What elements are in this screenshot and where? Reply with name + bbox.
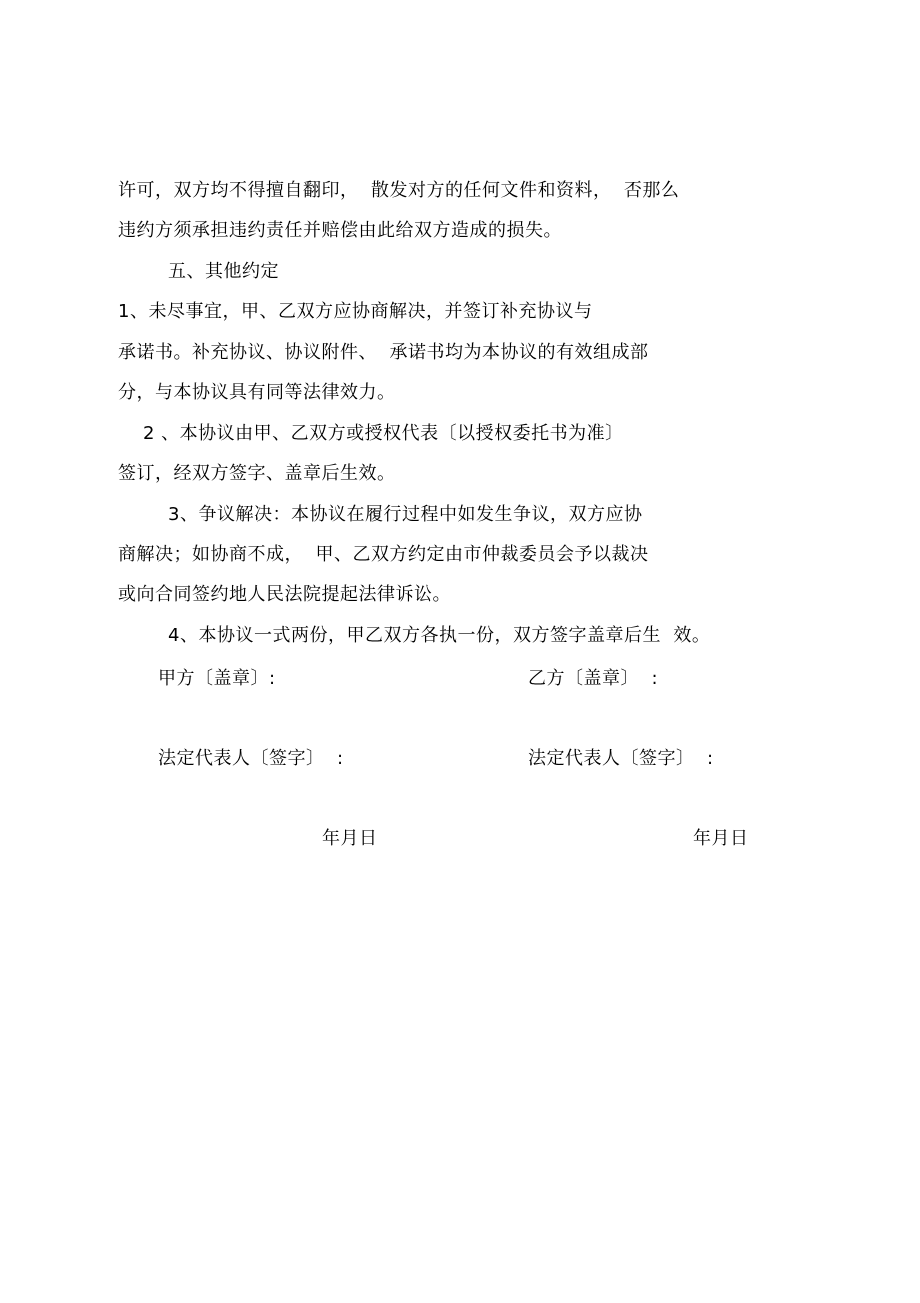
paragraph-line: 违约方须承担违约责任并赔偿由此给双方造成的损失。 xyxy=(118,220,562,241)
paragraph-line: 4、本协议一式两份，甲乙双方各执一份，双方签字盖章后生 效。 xyxy=(168,625,711,646)
party-a-date-label: 年月日 xyxy=(322,828,378,849)
party-b-date-label: 年月日 xyxy=(693,828,749,849)
paragraph-line: 商解决；如协商不成， 甲、乙双方约定由市仲裁委员会予以裁决 xyxy=(118,544,649,565)
paragraph-line: 承诺书。补充协议、协议附件、 承诺书均为本协议的有效组成部 xyxy=(118,342,649,363)
party-a-representative-label: 法定代表人〔签字〕 : xyxy=(158,748,344,769)
paragraph-line: 1、未尽事宜，甲、乙双方应协商解决，并签订补充协议与 xyxy=(118,301,593,322)
paragraph-line: 许可，双方均不得擅自翻印， 散发对方的任何文件和资料， 否那么 xyxy=(118,180,680,201)
party-b-representative-label: 法定代表人〔签字〕 : xyxy=(528,748,714,769)
section-heading: 五、其他约定 xyxy=(168,261,279,282)
paragraph-line: 分，与本协议具有同等法律效力。 xyxy=(118,382,396,403)
paragraph-line: 3、争议解决：本协议在履行过程中如发生争议，双方应协 xyxy=(168,504,643,525)
paragraph-line: 签订，经双方签字、盖章后生效。 xyxy=(118,463,396,484)
party-b-seal-label: 乙方〔盖章〕 : xyxy=(528,668,659,689)
paragraph-line: 2 、本协议由甲、乙双方或授权代表〔以授权委托书为准〕 xyxy=(143,423,624,444)
party-a-seal-label: 甲方〔盖章〕: xyxy=(158,668,276,689)
paragraph-line: 或向合同签约地人民法院提起法律诉讼。 xyxy=(118,584,451,605)
